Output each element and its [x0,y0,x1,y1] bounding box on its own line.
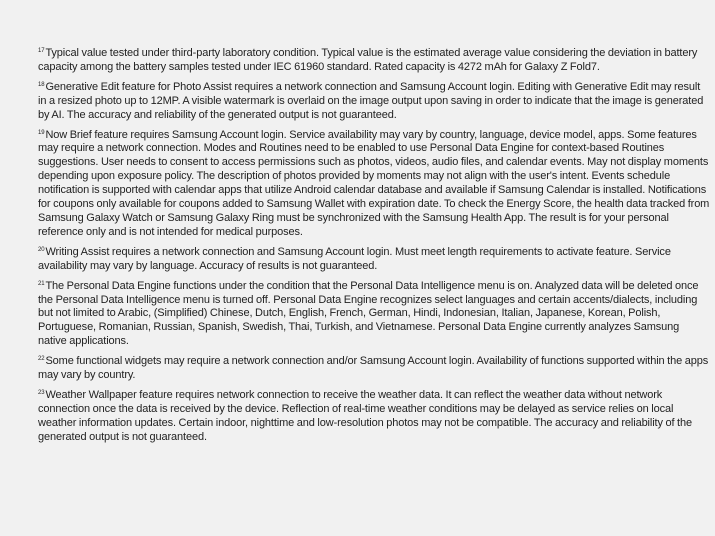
footnote-number: 18 [38,81,45,88]
footnotes-list [38,47,710,451]
footnote-number: 19 [38,129,45,136]
footnote-number: 21 [38,280,45,287]
footnote-text: Writing Assist requires a network connection and Samsung Account login. Must meet length requirements to activate feature. Service availability may vary by language. Accuracy of results is not guaranteed. [38,245,671,272]
footnote-number: 23 [38,389,45,396]
footnote-number: 20 [38,246,45,253]
footnote-text: Typical value tested under third-party laboratory condition. Typical value is the estimated average value considering the deviation in battery capacity among the battery samples tested under IEC 61960 standard. Rated capacity is 4272 mAh for Galaxy Z Fold7. [38,47,698,73]
footnote-text: Some functional widgets may require a network connection and/or Samsung Account login. Availability of functions supported within the apps may vary by country. [38,355,709,382]
footnote-number: 17 [38,48,45,54]
footnote-text: Now Brief feature requires Samsung Account login. Service availability may vary by country, language, device model, apps. Some features may require a network connection. Modes and Routines need to be enabled to use Personal Data Engine for context-based Routines suggestions. User needs to consent to access permissions such as photos, videos, audio files, and calendar events. May not display moments depending upon exposure policy. The description of photos provided by moments may not align with the user's intent. Events schedule notification is supported with calendar apps that utilize Android calendar database and available if Samsung Calendar is installed. Notifications for coupons only available for coupons added to Samsung Wallet with expiration date. To check the Energy Score, the health data tracked from Samsung Galaxy Watch or Samsung Galaxy Ring must be synchronized with the Samsung Health App. The result is for your personal reference only and is not intended for medical purposes. [38,128,710,238]
footnote-22 [38,355,710,383]
footnote-17 [38,47,710,75]
footnote-19 [38,129,710,240]
footnote-23 [38,389,710,445]
footnote-21 [38,280,710,350]
footnote-text: Weather Wallpaper feature requires network connection to receive the weather data. It can reflect the weather data without network connection once the data is received by the device. Reflection of real-time weather conditions may be delayed as service relies on local weather information updates. Certain indoor, nighttime and low-resolution photos may not be compatible. The accuracy and reliability of the generated output is not guaranteed. [38,388,692,443]
footnote-text: The Personal Data Engine functions under the condition that the Personal Data Intelligence menu is on. Analyzed data will be deleted once the Personal Data Intelligence menu is turned off. Personal Data Engine recognizes select languages and certain accents/dialects, including but not limited to Arabic, (Simplified) Chinese, Dutch, English, French, German, Hindi, Indonesian, Italian, Japanese, Korean, Polish, Portuguese, Romanian, Russian, Spanish, Swedish, Thai, Turkish, and Vietnamese. Personal Data Engine currently analyzes Samsung native applications. [38,279,699,348]
footnote-18 [38,81,710,123]
footnote-text: Generative Edit feature for Photo Assist requires a network connection and Samsung Account login. Editing with Generative Edit may result in a resized photo up to 12MP. A visible watermark is overlaid on the image output upon saving in order to indicate that the image is generated by AI. The accuracy and reliability of the generated output is not guaranteed. [38,80,704,121]
footnote-20 [38,246,710,274]
footnote-number: 22 [38,356,45,363]
